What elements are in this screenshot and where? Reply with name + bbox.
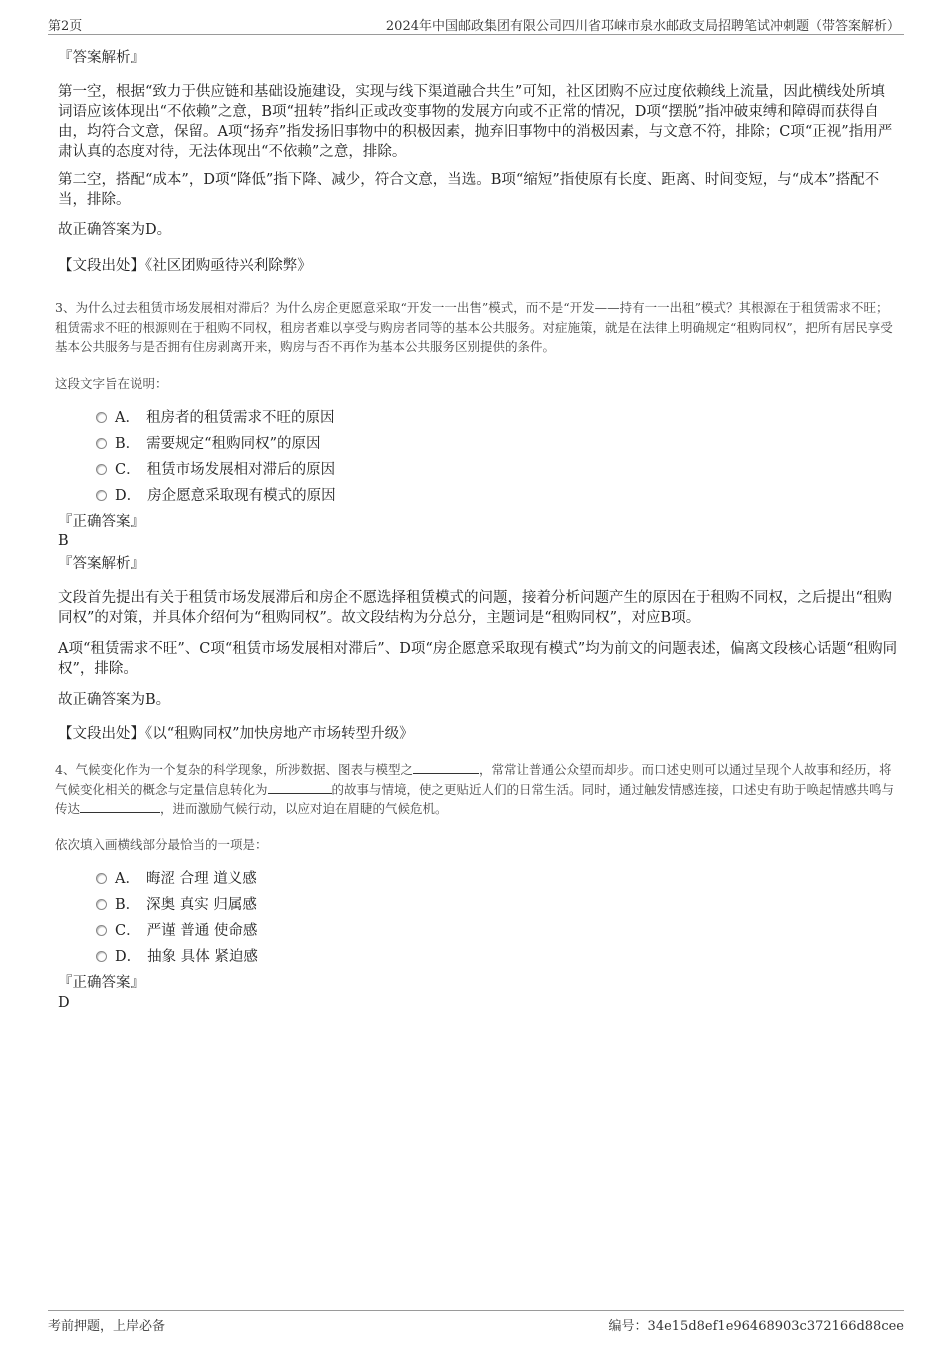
radio-icon[interactable] <box>96 925 107 936</box>
option-letter: B． <box>115 897 141 913</box>
option-letter: D． <box>115 949 142 965</box>
q4-answer-label: 『正确答案』 <box>58 975 145 991</box>
q3-answer-label: 『正确答案』 <box>58 514 145 530</box>
q4-stem <box>55 760 897 819</box>
radio-icon[interactable] <box>96 438 107 449</box>
option-letter: D． <box>115 488 142 504</box>
q4-stem-part1: 4、气候变化作为一个复杂的科学现象，所涉数据、图表与模型之 <box>55 762 413 777</box>
blank-2 <box>268 781 332 794</box>
option-letter: C． <box>115 923 141 939</box>
q3-prompt: 这段文字旨在说明： <box>55 376 168 391</box>
q3-option-a[interactable] <box>96 408 334 428</box>
radio-icon[interactable] <box>96 873 107 884</box>
q3-conclusion: 故正确答案为B。 <box>58 692 171 708</box>
q3-analysis-para2: A项“租赁需求不旺”、C项“租赁市场发展相对滞后”、D项“房企愿意采取现有模式”均为前文的问题表述，偏离文段核心话题“租购同权”，排除。 <box>58 641 898 677</box>
q2-conclusion: 故正确答案为D。 <box>58 222 172 238</box>
blank-1 <box>413 761 479 774</box>
q2-analysis-para1: 第一空，根据“致力于供应链和基础设施建设，实现与线下渠道融合共生”可知，社区团购不应过度依赖线上流量，因此横线处所填词语应该体现出“不依赖”之意，B项“扭转”指纠正或改变事物的发展方向或不正常的情况，D项“摆脱”指冲破束缚和障碍而获得自由，均符合文意，保留。A项“扬弃”指发扬旧事物中的积极因素，抛弃旧事物中的消极因素，与文意不符，排除；C项“正视”指用严肃认真的态度对待，无法体现出“不依赖”之意，排除。 <box>58 84 893 160</box>
q3-analysis-label: 『答案解析』 <box>58 556 145 572</box>
radio-icon[interactable] <box>96 412 107 423</box>
radio-icon[interactable] <box>96 490 107 501</box>
option-text: 晦涩 合理 道义感 <box>145 871 257 887</box>
option-letter: C． <box>115 462 141 478</box>
page-header <box>48 14 904 35</box>
q3-analysis-para1: 文段首先提出有关于租赁市场发展滞后和房企不愿选择租赁模式的问题，接着分析问题产生的原因在于租购不同权，之后提出“租购同权”的对策，并具体介绍何为“租购同权”。故文段结构为分总分，主题词是“租购同权”，对应B项。 <box>58 590 892 626</box>
option-text: 租赁市场发展相对滞后的原因 <box>146 462 336 478</box>
option-text: 需要规定“租购同权”的原因 <box>146 436 321 452</box>
option-letter: B． <box>115 436 141 452</box>
q4-stem-part2: ，常常让普通公众望而却步。而口述史则可以通过呈现个人故事和经历，将气候变化相关的概念与定量信息转化为 <box>55 762 892 797</box>
option-text: 严谨 普通 使命感 <box>146 923 258 939</box>
q4-answer: D <box>58 995 70 1011</box>
option-text: 深奥 真实 归属感 <box>146 897 257 913</box>
footer-code <box>609 1315 904 1334</box>
q3-option-b[interactable] <box>96 434 320 454</box>
q3-answer: B <box>58 533 69 549</box>
page-footer <box>48 1310 904 1335</box>
q4-option-c[interactable] <box>96 921 257 941</box>
option-letter: A． <box>115 871 140 887</box>
q4-option-b[interactable] <box>96 895 257 915</box>
q4-option-a[interactable] <box>96 869 257 889</box>
q3-option-c[interactable] <box>96 460 335 480</box>
radio-icon[interactable] <box>96 464 107 475</box>
option-text: 抽象 具体 紧迫感 <box>147 949 258 965</box>
q2-analysis-label: 『答案解析』 <box>58 50 145 66</box>
q3-source: 【文段出处】《以“租购同权”加快房地产市场转型升级》 <box>58 726 414 742</box>
q4-stem-part3: 的故事与情境，使之更贴近人们的日常生活。同时，通过触发情感连接，口述史有助于唤起情感共鸣与传达 <box>55 781 895 816</box>
code-label: 编号： <box>608 1319 648 1334</box>
option-letter: A． <box>115 410 140 426</box>
q3-stem: 3、为什么过去租赁市场发展相对滞后？为什么房企更愿意采取“开发一一出售”模式，而不是“开发——持有一一出租”模式？其根源在于租赁需求不旺；租赁需求不旺的根源则在于租购不同权，租房者难以享受与购房者同等的基本公共服务。对症施策，就是在法律上明确规定“租购同权”，把所有居民享受基本公共服务与是否拥有住房剥离开来，购房与否不再作为基本公共服务区别提供的条件。 <box>55 300 893 354</box>
code-value: 34e15d8ef1e96468903c372166d88cee <box>647 1319 904 1334</box>
radio-icon[interactable] <box>96 951 107 962</box>
radio-icon[interactable] <box>96 899 107 910</box>
q2-analysis-para2: 第二空，搭配“成本”，D项“降低”指下降、减少，符合文意，当选。B项“缩短”指使原有长度、距离、时间变短，与“成本”搭配不当，排除。 <box>58 172 880 208</box>
option-text: 租房者的租赁需求不旺的原因 <box>145 410 335 426</box>
q3-option-d[interactable] <box>96 486 336 506</box>
footer-slogan: 考前押题，上岸必备 <box>48 1319 166 1334</box>
page-number: 第2页 <box>48 19 83 34</box>
q4-stem-part4: ，进而激励气候行动，以应对迫在眉睫的气候危机。 <box>160 801 448 816</box>
document-title: 2024年中国邮政集团有限公司四川省邛崃市泉水邮政支局招聘笔试冲刺题（带答案解析） <box>385 19 900 34</box>
option-text: 房企愿意采取现有模式的原因 <box>147 488 336 504</box>
q2-source: 【文段出处】《社区团购亟待兴利除弊》 <box>58 258 312 274</box>
q4-prompt: 依次填入画横线部分最恰当的一项是： <box>55 837 268 852</box>
q4-option-d[interactable] <box>96 947 258 967</box>
blank-3 <box>80 800 160 813</box>
